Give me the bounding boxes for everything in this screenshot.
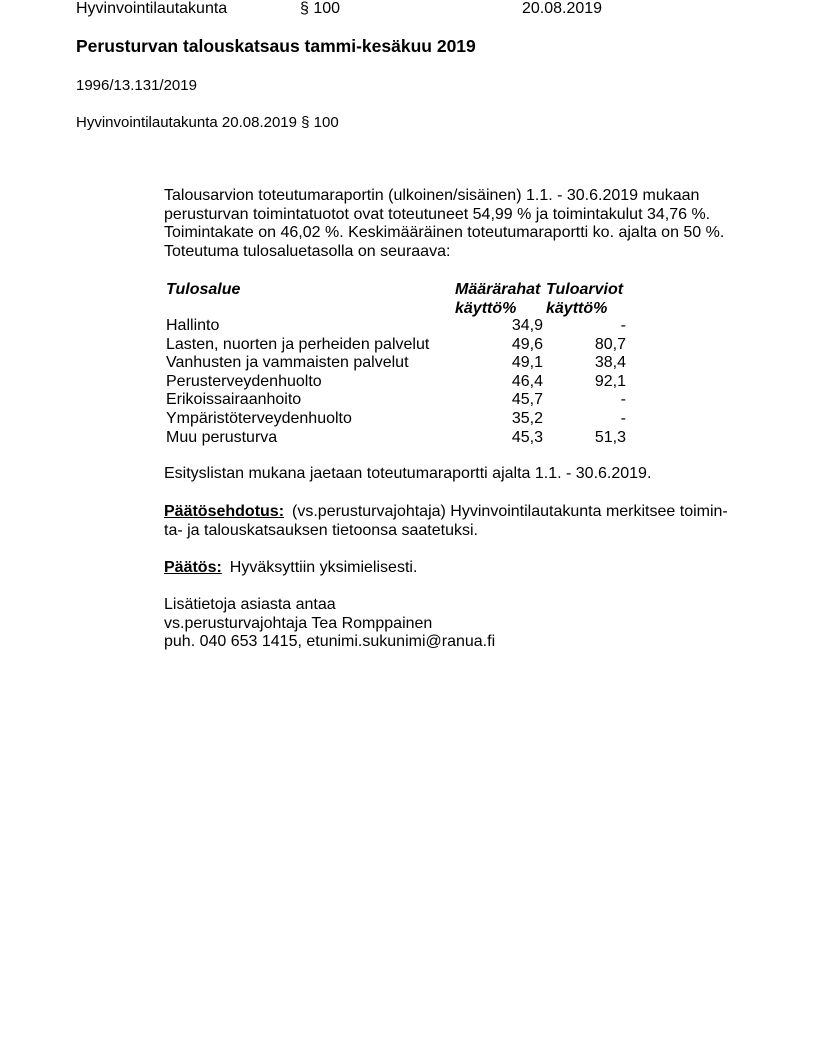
column-header-maararahat	[455, 280, 540, 318]
decision-label: Päätös:	[164, 559, 222, 576]
table-row	[164, 373, 634, 392]
document-title: Perusturvan talouskatsaus tammi-kesäkuu 2019	[76, 36, 476, 56]
row-maararahat-value: 49,1	[511, 354, 543, 372]
column-header-maararahat-line1: Määrärahat	[455, 281, 541, 298]
row-tuloarviot-value: 51,3	[594, 428, 626, 446]
contact-paragraph	[164, 596, 495, 652]
row-tuloarviot-value: -	[620, 317, 626, 334]
row-maararahat-value: 35,2	[511, 410, 543, 427]
column-header-maararahat-line2: käyttö%	[455, 300, 517, 317]
column-header-tulosalue: Tulosalue	[166, 281, 241, 298]
record-number: 1996/13.131/2019	[76, 77, 197, 94]
row-name: Erikoissairaanhoito	[166, 391, 302, 409]
proposal-label: Päätösehdotus:	[164, 503, 285, 520]
table-row	[164, 336, 634, 355]
table-row	[164, 317, 634, 336]
row-maararahat-value: 46,4	[511, 372, 543, 390]
row-name: Perusterveydenhuolto	[166, 372, 322, 390]
column-header-tuloarviot	[546, 280, 623, 318]
row-tuloarviot-value: 80,7	[594, 335, 626, 353]
row-tuloarviot-value: 38,4	[594, 354, 626, 372]
table-row	[164, 429, 634, 448]
header-body-name: Hyvinvointilautakunta	[76, 0, 228, 17]
intro-line: perusturvan toimintatuotot ovat toteutuneet 54,99 % ja toimintakulut 34,76 %.	[164, 205, 711, 223]
row-tuloarviot-value: 92,1	[594, 372, 626, 390]
row-name: Muu perusturva	[166, 428, 278, 446]
table-row	[164, 410, 634, 429]
contact-line: Lisätietoja asiasta antaa	[164, 596, 336, 613]
proposal-text-2: ta- ja talouskatsauksen tietoonsa saatetuksi.	[164, 521, 478, 539]
row-tuloarviot-value: -	[620, 391, 626, 409]
table-row	[164, 354, 634, 373]
meeting-line: Hyvinvointilautakunta 20.08.2019 § 100	[76, 114, 339, 131]
row-maararahat-value: 34,9	[511, 317, 543, 334]
row-maararahat-value: 45,7	[511, 391, 543, 409]
intro-line: Talousarvion toteutumaraportin (ulkoinen/sisäinen) 1.1. - 30.6.2019 mukaan	[164, 187, 700, 204]
proposal-line-1	[164, 503, 728, 522]
column-header-tuloarviot-line1: Tuloarviot	[546, 281, 624, 298]
decision-paragraph	[164, 559, 417, 578]
proposal-paragraph	[164, 503, 728, 540]
row-tuloarviot-value: -	[620, 410, 626, 427]
row-maararahat-value: 45,3	[511, 428, 543, 446]
header-date: 20.08.2019	[522, 0, 603, 17]
row-name: Hallinto	[166, 317, 220, 334]
row-name: Ympäristöterveydenhuolto	[166, 410, 352, 427]
contact-line: puh. 040 653 1415, etunimi.sukunimi@ranua.fi	[164, 633, 496, 651]
row-name: Lasten, nuorten ja perheiden palvelut	[166, 335, 430, 353]
intro-line: Toteutuma tulosaluetasolla on seuraava:	[164, 243, 451, 261]
row-maararahat-value: 49,6	[511, 335, 543, 353]
attachment-note: Esityslistan mukana jaetaan toteutumaraportti ajalta 1.1. - 30.6.2019.	[164, 465, 652, 482]
column-header-tuloarviot-line2: käyttö%	[546, 300, 608, 317]
proposal-text-1: (vs.perusturvajohtaja) Hyvinvointilautakunta merkitsee toimin-	[292, 503, 728, 520]
decision-text: Hyväksyttiin yksimielisesti.	[229, 559, 418, 576]
contact-line: vs.perusturvajohtaja Tea Romppainen	[164, 614, 433, 632]
intro-paragraph	[164, 187, 724, 262]
intro-line: Toimintakate on 46,02 %. Keskimääräinen toteutumaraportti ko. ajalta on 50 %.	[164, 224, 725, 242]
row-name: Vanhusten ja vammaisten palvelut	[166, 354, 409, 372]
header-section: § 100	[300, 0, 341, 17]
table-row	[164, 391, 634, 410]
